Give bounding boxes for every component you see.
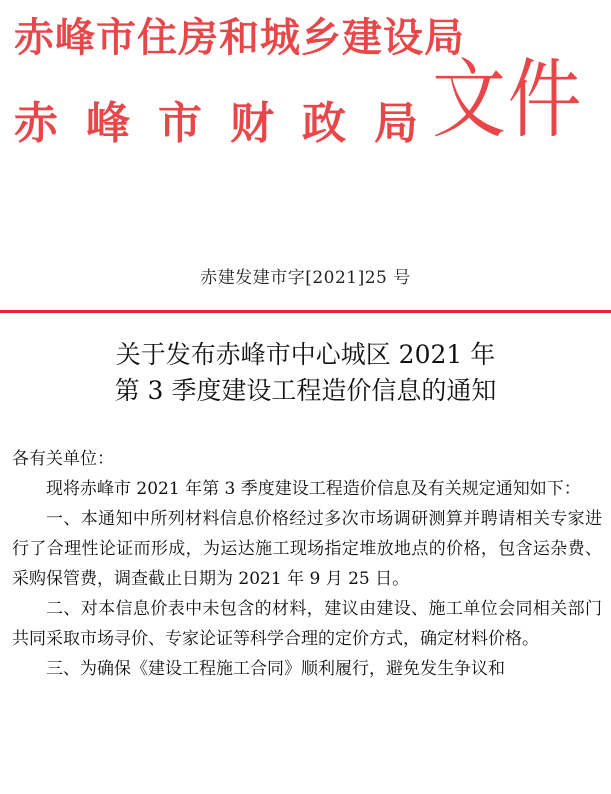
- notice-body: [12, 444, 602, 684]
- clause-1: 一、本通知中所列材料信息价格经过多次市场调研测算并聘请相关专家进行了合理性论证而形成，为运达施工现场指定堆放地点的价格，包含运杂费、采购保管费，调查截止日期为 2021 年 9 月 25 日。: [12, 509, 602, 589]
- notice-title-line-2: 第 3 季度建设工程造价信息的通知: [114, 376, 497, 405]
- salutation: 各有关单位：: [12, 449, 114, 469]
- issuer-housing-bureau: 赤峰市住房和城乡建设局: [14, 15, 465, 61]
- red-masthead: [0, 0, 611, 200]
- notice-title-line-1: 关于发布赤峰市中心城区 2021 年: [115, 340, 496, 369]
- clause-3: 三、为确保《建设工程施工合同》顺利履行，避免发生争议和: [46, 659, 505, 679]
- document-number: 赤建发建市字[2021]25 号: [200, 268, 411, 288]
- document-label: 文件: [432, 50, 584, 150]
- red-divider-line: [0, 310, 611, 313]
- notice-title: [0, 337, 611, 409]
- clause-2: 二、对本信息价表中未包含的材料，建议由建设、施工单位会同相关部门共同采取市场寻价、专家论证等科学合理的定价方式，确定材料价格。: [12, 599, 602, 649]
- issuer-finance-bureau: 赤峰市财政局: [14, 98, 446, 149]
- intro-paragraph: 现将赤峰市 2021 年第 3 季度建设工程造价信息及有关规定通知如下：: [46, 479, 581, 499]
